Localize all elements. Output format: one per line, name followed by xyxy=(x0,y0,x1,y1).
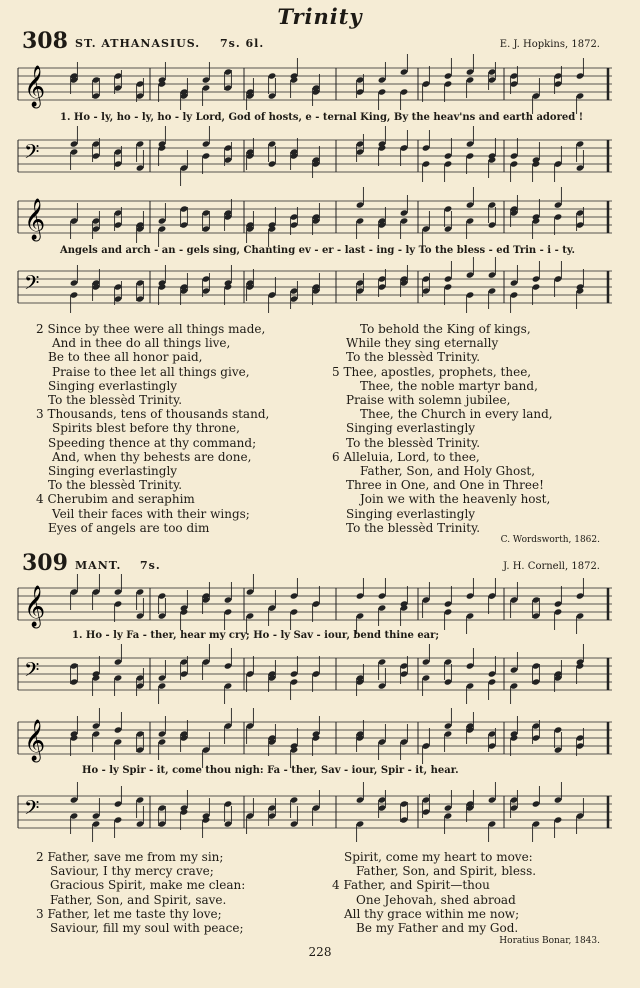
verse-line: Speeding thence at thy command; xyxy=(48,435,257,450)
verse-line: Veil their faces with their wings; xyxy=(52,506,250,521)
verse-line: Be my Father and my God. xyxy=(356,921,519,936)
verse-line: Three in One, and One in Three! xyxy=(346,478,544,493)
verse-line: Spirit, come my heart to move: xyxy=(344,850,533,864)
bass-staff xyxy=(18,263,612,315)
hymn-number: 309 xyxy=(22,550,68,576)
treble-clef-icon: 𝄞 xyxy=(24,586,46,627)
verse-line: Be to thee all honor paid, xyxy=(48,350,203,365)
attribution: Horatius Bonar, 1843. xyxy=(499,936,600,946)
verse-line: Singing everlastingly xyxy=(48,378,178,393)
bass-staff xyxy=(18,650,612,702)
verse-line: Praise to thee let all things give, xyxy=(52,364,250,379)
lyric-line: 1. Ho - ly Fa - ther, hear my cry; Ho - ly Sav - iour, bend thine ear; xyxy=(72,630,440,641)
verse-line: 4 Cherubim and seraphim xyxy=(36,492,195,507)
tune-name: MANT. xyxy=(75,559,122,572)
verse-line: To the blessèd Trinity. xyxy=(48,393,183,408)
verse-line: Eyes of angels are too dim xyxy=(48,520,210,535)
verse-line: To behold the King of kings, xyxy=(360,322,531,336)
verse-line: Saviour, I thy mercy crave; xyxy=(50,864,214,879)
verse-line: Father, Son, and Spirit, bless. xyxy=(356,864,537,879)
verses-right xyxy=(332,322,553,535)
verse-line: 5 Thee, apostles, prophets, thee, xyxy=(332,364,532,379)
meter: 7s. xyxy=(140,559,161,572)
verse-line: 2 Father, save me from my sin; xyxy=(36,850,224,864)
verse-line: Praise with solemn jubilee, xyxy=(346,393,511,408)
verse-line: Join we with the heavenly host, xyxy=(360,492,551,507)
bass-staff xyxy=(18,788,612,840)
verse-line: Father, Son, and Holy Ghost, xyxy=(360,464,536,479)
verse-line: To the blessèd Trinity. xyxy=(346,350,481,365)
attribution: C. Wordsworth, 1862. xyxy=(500,535,600,545)
verse-line: 3 Thousands, tens of thousands stand, xyxy=(36,407,270,422)
verse-line: To the blessèd Trinity. xyxy=(48,478,183,493)
verse-line: To the blessèd Trinity. xyxy=(346,520,481,535)
verse-line: Singing everlastingly xyxy=(346,506,476,521)
verse-line: 4 Father, and Spirit—thou xyxy=(332,878,490,893)
bass-clef-icon: 𝄢 xyxy=(24,658,40,686)
verse-line: Thee, the noble martyr band, xyxy=(360,378,538,393)
treble-staff xyxy=(18,714,612,766)
verse-line: Spirits blest before thy throne, xyxy=(52,421,240,436)
treble-staff xyxy=(18,580,612,632)
verse-line: 6 Alleluia, Lord, to thee, xyxy=(332,449,480,464)
bass-staff xyxy=(18,132,612,184)
verses-left xyxy=(36,322,269,535)
verse-line: Thee, the Church in every land, xyxy=(360,407,553,422)
bass-clef-icon: 𝄢 xyxy=(24,796,40,824)
verse-line: While they sing eternally xyxy=(346,336,499,351)
meter: 7s. 6l. xyxy=(220,37,265,50)
tune-name: ST. ATHANASIUS. xyxy=(75,37,201,50)
lyric-line: 1. Ho - ly, ho - ly, ho - ly Lord, God of hosts, e - ternal King, By the heav'ns and earth adored ! xyxy=(60,112,584,123)
verses-right xyxy=(332,850,536,935)
verse-line: Singing everlastingly xyxy=(346,421,476,436)
verses-left xyxy=(36,850,245,935)
page-number: 228 xyxy=(308,945,332,959)
verse-line: Gracious Spirit, make me clean: xyxy=(50,878,246,893)
verse-line: All thy grace within me now; xyxy=(344,906,520,921)
verse-line: To the blessèd Trinity. xyxy=(346,435,481,450)
verse-line: Singing everlastingly xyxy=(48,464,178,479)
treble-clef-icon: 𝄞 xyxy=(24,66,46,107)
composer: E. J. Hopkins, 1872. xyxy=(499,39,600,50)
verse-line: Father, Son, and Spirit, save. xyxy=(50,892,227,907)
verse-line: 3 Father, let me taste thy love; xyxy=(36,906,222,921)
verse-line: And, when thy behests are done, xyxy=(52,449,252,464)
bass-clef-icon: 𝄢 xyxy=(24,140,40,168)
treble-clef-icon: 𝄞 xyxy=(24,199,46,240)
composer: J. H. Cornell, 1872. xyxy=(503,561,600,572)
verse-line: 2 Since by thee were all things made, xyxy=(36,322,266,336)
treble-staff xyxy=(18,193,612,245)
verse-line: Saviour, fill my soul with peace; xyxy=(50,921,244,936)
hymn-number: 308 xyxy=(22,28,68,54)
verse-line: One Jehovah, shed abroad xyxy=(356,892,516,907)
lyric-line: Angels and arch - an - gels sing, Chanting ev - er - last - ing - ly To the bless - ed Trin - i - ty. xyxy=(60,245,575,256)
page-title: Trinity xyxy=(277,4,363,29)
lyric-line: Ho - ly Spir - it, come thou nigh: Fa - ther, Sav - iour, Spir - it, hear. xyxy=(82,765,459,776)
bass-clef-icon: 𝄢 xyxy=(24,271,40,299)
treble-staff xyxy=(18,60,612,112)
verse-line: And in thee do all things live, xyxy=(52,336,231,351)
treble-clef-icon: 𝄞 xyxy=(24,720,46,761)
